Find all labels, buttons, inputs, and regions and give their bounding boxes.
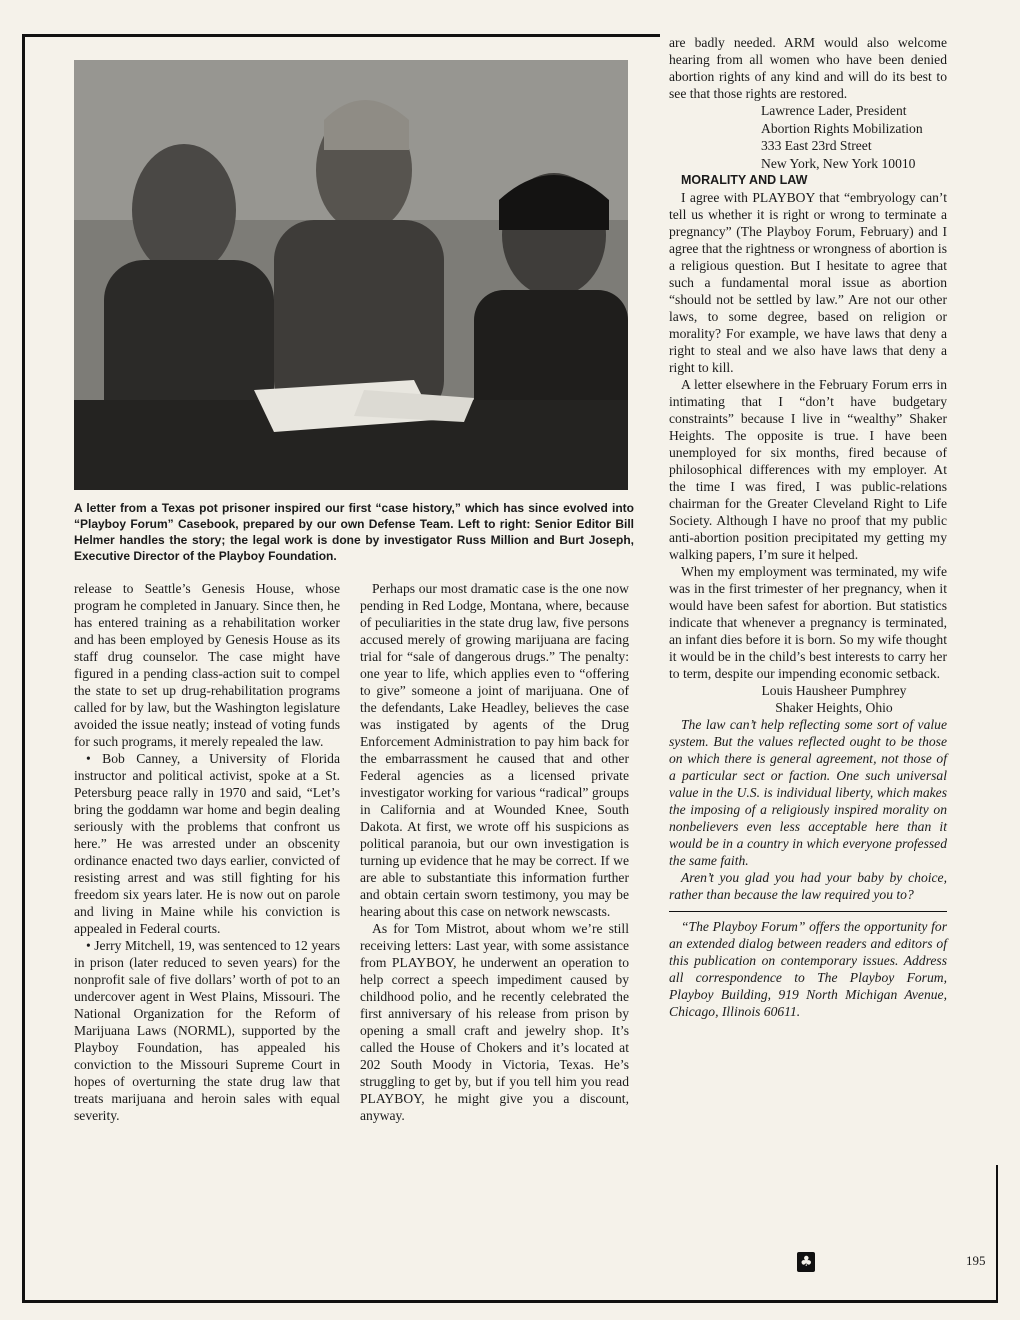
section-heading: MORALITY AND LAW: [681, 173, 808, 188]
top-rule: [22, 34, 660, 37]
bottom-rule: [22, 1300, 997, 1303]
paragraph: Aren’t you glad you had your baby by choice, rather than because the law required you to?: [669, 870, 947, 903]
paragraph: are badly needed. ARM would also welcome hearing from all women who have been denied abortion rights of any kind and will do its best to see that those rights are restored.: [669, 35, 947, 101]
paragraph: release to Seattle’s Genesis House, whose program he completed in January. Since then, he has entered training as a rehabilitation worker and has been employed by Genesis House as its staff drug counselor. The case might have figured in a pending class-action suit to compel the state to set up drug-rehabilitation programs called for by law, but the Washington legislature avoided the issue neatly; instead of voting funds for such programs, it merely repealed the law.: [74, 581, 340, 749]
editor-reply: [669, 716, 947, 903]
paragraph: • Jerry Mitchell, 19, was sentenced to 12 years in prison (later reduced to seven years) for the nonprofit sale of five dollars’ worth of pot to an undercover agent in West Plains, Missouri. The National Organization for the Reform of Marijuana Laws (NORML), supported by the Playboy Foundation, has appealed his conviction to the Missouri Supreme Court in hopes of overturning the state drug law that treats marijuana and heroin sales with equal severity.: [74, 938, 340, 1123]
paragraph: A letter elsewhere in the February Forum errs in intimating that I “don’t have budgetary constraints” because I live in “wealthy” Shaker Heights. The opposite is true. I have been unemployed for six months, fired because of philosophical differences with my employer. At the time I was fired, I was public-relations chairman for the Greater Cleveland Right to Life Society. Although I have no proof that my public anti-abortion position precipitated my getting my walking papers, I’m sure it helped.: [669, 377, 947, 563]
paragraph: “The Playboy Forum” offers the opportunity for an extended dialog between readers and editors of this publication on contemporary issues. Address all correspondence to The Playboy Forum, Playboy Building, 919 North Michigan Avenue, Chicago, Illinois 60611.: [669, 919, 947, 1020]
right-rule: [996, 1165, 998, 1303]
forum-note: [669, 911, 947, 1020]
signature-line: Abortion Rights Mobilization: [761, 120, 923, 136]
signature-line: New York, New York 10010: [761, 155, 916, 171]
column-2: [360, 580, 629, 1124]
signature-line: Lawrence Lader, President: [761, 103, 907, 118]
paragraph: • Bob Canney, a University of Florida instructor and political activist, spoke at a St. Petersburg peace rally in 1970 and said, “Let’s bring the goddamn war home and begin dealing seriously with the problems that confront us here.” He was arrested under an obscenity ordinance enacted two days earlier, convicted of resisting arrest and was still fighting for his freedom six years later. He is now out on parole and living in Maine while his conviction is appealed in Federal courts.: [74, 751, 340, 936]
paragraph: I agree with PLAYBOY that “embryology can’t tell us whether it is right or wrong to terminate a pregnancy” (The Playboy Forum, February) and I agree that the rightness or wrongness of abortion is a religious question. But I hesitate to agree that such a fundamental moral issue as abortion “should not be settled by law.” Are not our other laws, to some degree, based on religion or morality? For example, we have laws that deny a right to steal and we also have laws that deny a right to kill.: [669, 190, 947, 376]
rabbit-head-icon: ♣: [797, 1252, 815, 1272]
paragraph: As for Tom Mistrot, about whom we’re still receiving letters: Last year, with some assistance from PLAYBOY, he underwent an operation to help correct a speech impediment caused by childhood polio, and he recently celebrated the first anniversary of his release from prison by opening a small craft and jewelry shop. It’s called the House of Chokers and it’s located at 202 South Moody in Victoria, Texas. He’s struggling to get by, but if you tell him you read PLAYBOY, he might give you a discount, anyway.: [360, 921, 629, 1123]
page-number: 195: [966, 1253, 986, 1268]
photograph-three-men: [74, 60, 628, 490]
paragraph: Perhaps our most dramatic case is the one now pending in Red Lodge, Montana, where, because of peculiarities in the state drug law, five persons accused merely of growing marijuana are facing trial for “sale of dangerous drugs.” The penalty: one year to life, which applies even to “offering to give” someone a joint of marijuana. One of the defendants, Lake Headley, believes the case was instigated by agents of the Drug Enforcement Administration to pay him back for the embarrassment he caused that and other Federal agencies as a licensed private investigator working for various “radical” groups in California and at Wounded Knee, South Dakota. At first, we wrote off his suspicions as political paranoia, but our own investigation is turning up evidence that he may be correct. If we are able to substantiate this information further and obtain certain sworn testimony, you may be hearing about this case on network newscasts.: [360, 581, 629, 919]
left-rule: [22, 34, 25, 1302]
column-3: [669, 34, 947, 1020]
signature-line: Shaker Heights, Ohio: [775, 700, 893, 716]
signature-line: 333 East 23rd Street: [761, 138, 872, 154]
column-1: [74, 580, 340, 1124]
paragraph: The law can’t help reflecting some sort of value system. But the values reflected ought to be those on which there is general agreement, not those of a particular sect or faction. One such universal value in the U.S. is individual liberty, which makes the imposing of a religiously inspired morality on nonbelievers even less acceptable here than it would be in a country in which everyone professed the same faith.: [669, 717, 947, 869]
signature-line: Louis Hausheer Pumphrey: [761, 683, 907, 699]
paragraph: When my employment was terminated, my wife was in the first trimester of her pregnancy, when it would have been safest for abortion. But statistics indicate that whenever a pregnancy is terminated, an infant dies before it is born. So my wife thought it would be in the child’s best interests to carry her to term, despite our impending economic setback.: [669, 564, 947, 682]
photo-caption: A letter from a Texas pot prisoner inspired our first “case history,” which has since evolved into “Playboy Forum” Casebook, prepared by our own Defense Team. Left to right: Senior Editor Bill Helmer handles the story; the legal work is done by investigator Russ Million and Burt Joseph, Executive Director of the Playboy Foundation.: [74, 501, 634, 563]
